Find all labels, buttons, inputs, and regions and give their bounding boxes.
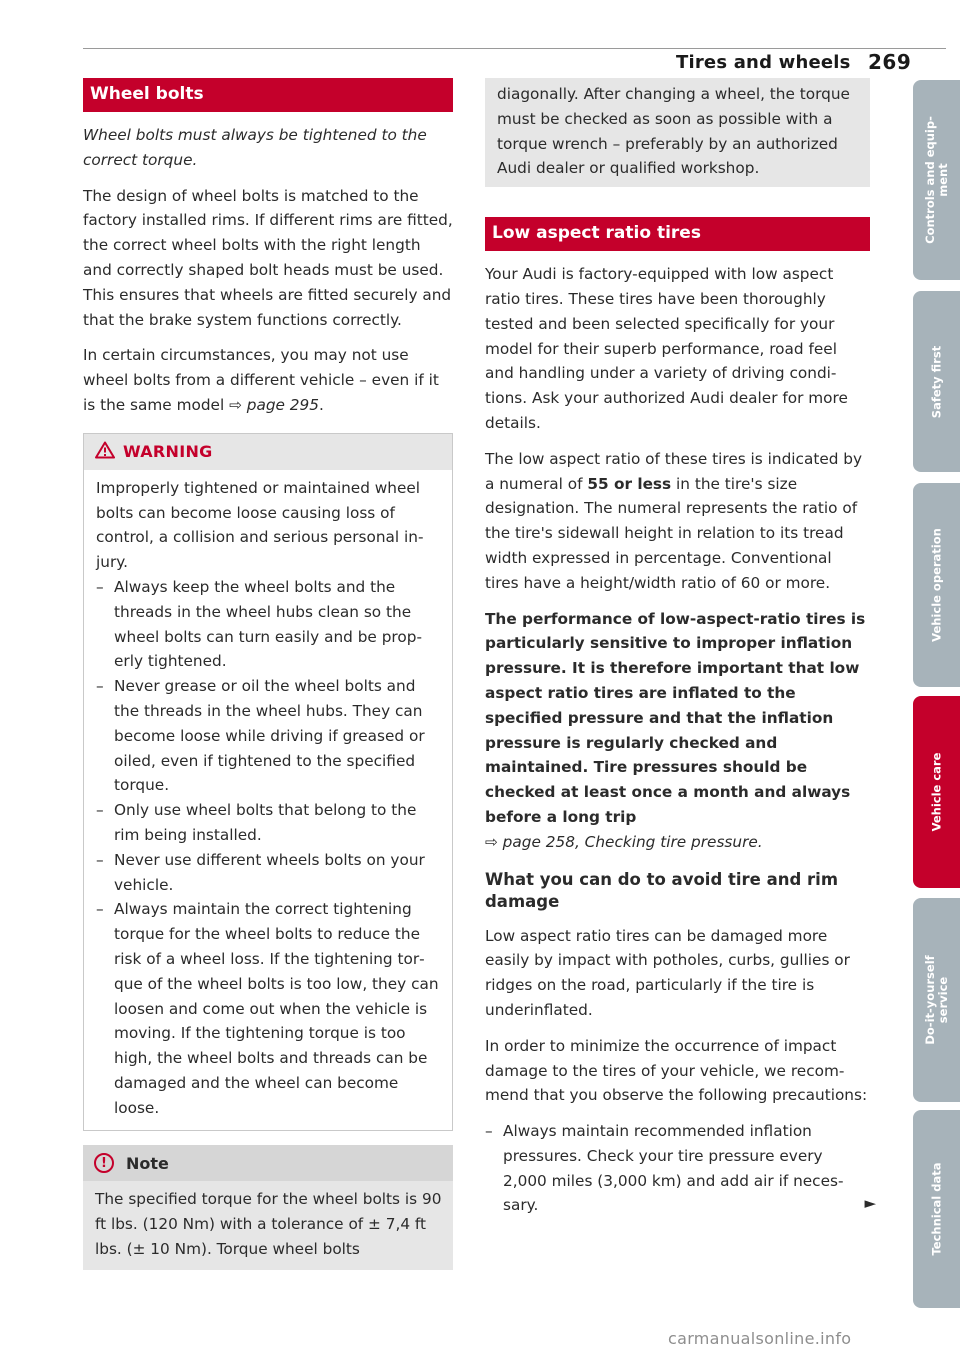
tab-label: Vehicle care [929, 752, 943, 832]
paragraph-bold: 55 or less [587, 474, 672, 493]
note-header [83, 1145, 453, 1181]
note-body: The specified torque for the wheel bolts is 90 ft lbs. (120 Nm) with a tolerance of ± 7,4 ft lbs. (± 10 Nm). Torque wheel bolts [83, 1181, 453, 1269]
paragraph-end: . [319, 395, 324, 414]
paragraph: Low aspect ratio tires can be damaged more easily by impact with potholes, curbs, gullies or ridges on the road, particularly if the tire is underinflated. [485, 926, 850, 1019]
paragraph-text: in the tire's size designation. The numeral represents the ratio of the tire's sidewall height in relation to its tread width expressed in percentage. Conventional tires have a height/width ratio of 60 or more. [485, 474, 858, 592]
warning-list [96, 575, 442, 1121]
note-box [83, 1145, 453, 1269]
tab-do-it-yourself-service[interactable] [913, 898, 960, 1102]
page-header [0, 0, 960, 80]
warning-header [84, 434, 452, 470]
tab-safety-first[interactable] [913, 291, 960, 472]
tab-vehicle-operation[interactable] [913, 483, 960, 687]
precaution-list [485, 1119, 876, 1218]
right-column [485, 78, 876, 1218]
tab-label: Controls and equip- ment [922, 116, 950, 244]
paragraph-text: The low aspect ratio of these tires is indicated by a numeral of [485, 449, 863, 493]
page-reference-link[interactable]: ⇨ page 295 [229, 395, 320, 414]
list-item: – Only use wheel bolts that belong to the rim being installed. [96, 798, 442, 848]
paragraph [485, 447, 870, 596]
warning-title: WARNING [123, 442, 213, 462]
page-reference-link[interactable]: ⇨ page 258, Checking tire pressure. [485, 832, 763, 851]
tab-label: Technical data [929, 1162, 943, 1256]
tab-technical-data[interactable] [913, 1110, 960, 1308]
section-heading-low-aspect-ratio-tires: Low aspect ratio tires [485, 217, 870, 251]
page-number: 269 [868, 50, 912, 74]
tab-label: Do-it-yourself service [922, 955, 950, 1045]
continue-arrow-icon: ► [864, 1194, 876, 1213]
warning-box [83, 433, 453, 1132]
section-heading-wheel-bolts: Wheel bolts [83, 78, 453, 112]
warning-intro: Improperly tightened or maintained wheel bolts can become loose causing loss of control, a collision and serious personal injury. [96, 478, 424, 572]
watermark: carmanualsonline.info [668, 1329, 852, 1348]
list-item: – Never use different wheels bolts on your vehicle. [96, 848, 442, 898]
tab-controls-and-equipment[interactable] [913, 80, 960, 280]
paragraph [83, 343, 453, 417]
warning-triangle-icon [95, 441, 115, 463]
note-title: Note [126, 1153, 169, 1173]
tab-label: Vehicle operation [929, 528, 943, 642]
exclamation-circle-icon: ! [94, 1153, 114, 1173]
list-item [485, 1119, 876, 1218]
paragraph-bold: The performance of low-aspect-ratio tires is particularly sensitive to improper inflation pressure. It is therefore important that low aspect ratio tires are inflated to the specified pressure and that the inflation pressure is regularly checked and maintained. Tire pressures should be checked at least once a month and always before a long trip [485, 609, 866, 826]
list-item-text: Always maintain recommended inflation pressures. Check your tire pressure every 2,000 miles (3,000 km) and add air if necessary. [503, 1122, 844, 1215]
header-divider [83, 48, 946, 49]
paragraph: The design of wheel bolts is matched to the factory installed rims. If different rims are fitted, the correct wheel bolts with the right length and correctly shaped bolt heads must be used. This ensures that wheels are fitted securely and that the brake system functions correctly. [83, 186, 453, 329]
left-column [83, 78, 453, 1270]
list-item: – Always keep the wheel bolts and the threads in the wheel hubs clean so the wheel bolts can turn easily and be properly tightened. [96, 575, 442, 674]
list-item: – Always maintain the correct tightening torque for the wheel bolts to reduce the risk of a wheel loss. If the tightening torque of the wheel bolts is too low, they can loosen and come out when the vehicle is moving. If the tightening torque is too high, the wheel bolts and threads can be damaged and the wheel can become loose. [96, 897, 442, 1120]
subheading: What you can do to avoid tire and rim damage [485, 869, 839, 911]
paragraph: Your Audi is factory-equipped with low aspect ratio tires. These tires have been thoroughly tested and been selected specifically for your model for their superb performance, road feel and handling under a variety of driving conditions. Ask your authorized Audi dealer for more details. [485, 265, 848, 432]
tab-label: Safety first [929, 345, 943, 418]
note-continuation: diagonally. After changing a wheel, the torque must be checked as soon as possible with a torque wrench – preferably by an authorized Audi dealer or qualified workshop. [485, 78, 870, 187]
chapter-title: Tires and wheels [676, 52, 851, 73]
list-item: – Never grease or oil the wheel bolts and the threads in the wheel hubs. They can become loose while driving if greased or oiled, even if tightened to the specified torque. [96, 674, 442, 798]
warning-body [84, 470, 452, 1131]
intro-paragraph: Wheel bolts must always be tightened to the correct torque. [83, 126, 427, 169]
paragraph: In order to minimize the occurrence of impact damage to the tires of your vehicle, we recommend that you observe the following precautions: [485, 1036, 868, 1105]
paragraph-text: In certain circumstances, you may not use wheel bolts from a different vehicle – even if it is the same model [83, 346, 439, 414]
paragraph [485, 607, 870, 855]
tab-vehicle-care[interactable] [913, 696, 960, 888]
